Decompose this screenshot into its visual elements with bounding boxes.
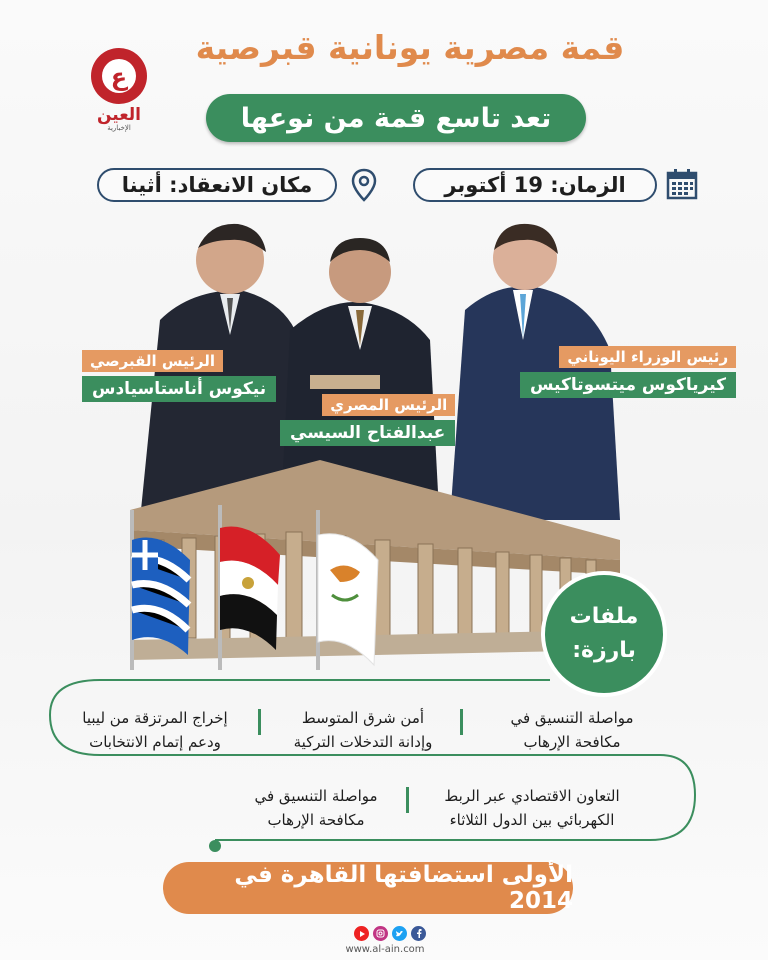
svg-text:ع: ع xyxy=(110,63,128,91)
file-item-line: مواصلة التنسيق في xyxy=(510,709,634,727)
greece-role: رئيس الوزراء اليوناني xyxy=(559,346,736,368)
file-item xyxy=(60,706,250,754)
file-item-line: وإدانة التدخلات التركية xyxy=(293,733,433,751)
file-item-line: أمن شرق المتوسط xyxy=(301,709,425,727)
file-item-line: مواصلة التنسيق في xyxy=(254,787,378,805)
file-item xyxy=(472,706,672,754)
place-pill: مكان الانعقاد: أثينا xyxy=(97,168,337,202)
cyprus-name: نيكوس أناستاسيادس xyxy=(82,376,276,402)
file-item-line: إخراج المرتزقة من ليبيا xyxy=(82,709,228,727)
files-connector-lines xyxy=(40,670,700,870)
instagram-icon[interactable] xyxy=(373,926,388,941)
page-title: قمة مصرية يونانية قبرصية xyxy=(195,28,625,67)
youtube-icon[interactable] xyxy=(354,926,369,941)
file-item xyxy=(226,784,406,832)
label-cyprus-president xyxy=(82,350,276,402)
calendar-icon xyxy=(666,168,698,200)
logo-text: العين xyxy=(96,105,142,125)
time-pill: الزمان: 19 أكتوبر xyxy=(413,168,657,202)
label-egypt-president xyxy=(280,394,455,446)
file-item-line: مكافحة الإرهاب xyxy=(267,811,365,829)
divider xyxy=(460,709,463,735)
twitter-icon[interactable] xyxy=(392,926,407,941)
egypt-name: عبدالفتاح السيسي xyxy=(280,420,455,446)
egypt-role: الرئيس المصري xyxy=(322,394,455,416)
file-item-line: مكافحة الإرهاب xyxy=(523,733,621,751)
first-summit-note-pill: الأولى استضافتها القاهرة في 2014 xyxy=(163,862,573,914)
al-ain-logo xyxy=(86,44,152,134)
file-item xyxy=(268,706,458,754)
label-greece-pm xyxy=(520,346,736,398)
files-title-line2: بارزة: xyxy=(572,638,636,663)
file-item-line: ودعم إتمام الانتخابات xyxy=(89,733,221,751)
file-item-line: الكهربائي بين الدول الثلاثاء xyxy=(449,811,615,829)
divider xyxy=(406,787,409,813)
cyprus-role: الرئيس القبرصي xyxy=(82,350,223,372)
key-files-badge xyxy=(545,575,663,693)
facebook-icon[interactable] xyxy=(411,926,426,941)
divider xyxy=(258,709,261,735)
greece-name: كيرياكوس ميتسوتاكيس xyxy=(520,372,736,398)
website-link[interactable]: www.al-ain.com xyxy=(345,944,425,955)
file-item xyxy=(412,784,652,832)
location-pin-icon xyxy=(350,168,378,202)
files-title-line1: ملفات xyxy=(569,604,639,629)
subtitle-pill: تعد تاسع قمة من نوعها xyxy=(206,94,586,142)
logo-subtext: الإخبارية xyxy=(107,124,131,132)
social-icons xyxy=(350,926,430,944)
file-item-line: التعاون الاقتصادي عبر الربط xyxy=(444,787,620,805)
